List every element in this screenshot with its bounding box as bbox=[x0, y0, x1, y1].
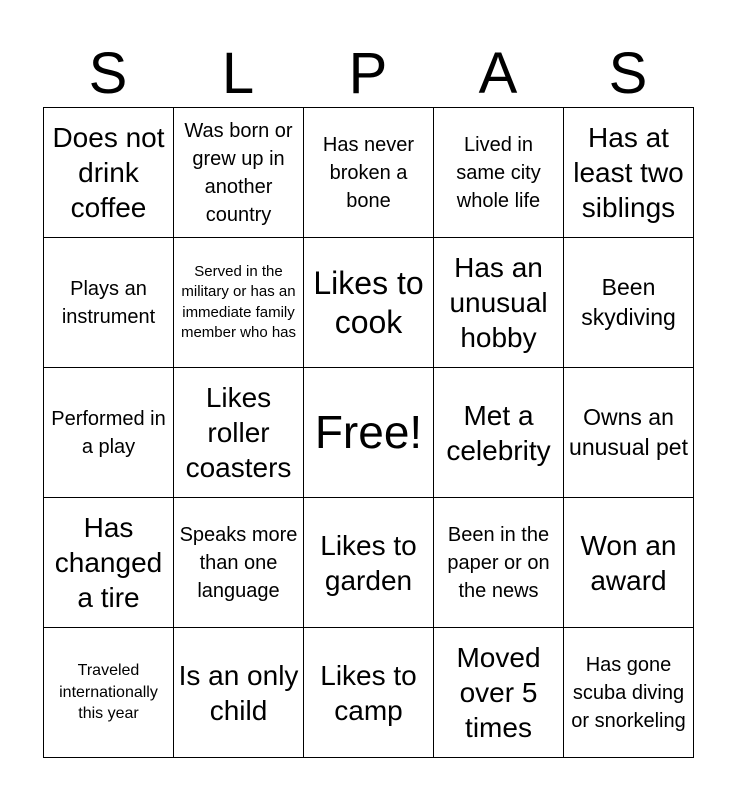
bingo-cell[interactable]: Has an unusual hobby bbox=[434, 238, 564, 368]
board-row bbox=[44, 368, 694, 498]
bingo-cell[interactable]: Does not drink coffee bbox=[44, 108, 174, 238]
bingo-cell[interactable]: Has at least two siblings bbox=[564, 108, 694, 238]
header-letter-5: S bbox=[608, 41, 648, 106]
bingo-header bbox=[43, 40, 693, 108]
board-row bbox=[44, 628, 694, 758]
free-space-cell[interactable]: Free! bbox=[304, 368, 434, 498]
bingo-cell[interactable]: Lived in same city whole life bbox=[434, 108, 564, 238]
bingo-cell[interactable]: Been in the paper or on the news bbox=[434, 498, 564, 628]
bingo-board bbox=[43, 107, 694, 758]
bingo-cell[interactable]: Has changed a tire bbox=[44, 498, 174, 628]
header-letter-3: P bbox=[348, 41, 388, 106]
bingo-cell[interactable]: Moved over 5 times bbox=[434, 628, 564, 758]
bingo-cell[interactable]: Plays an instrument bbox=[44, 238, 174, 368]
bingo-cell[interactable]: Speaks more than one language bbox=[174, 498, 304, 628]
bingo-cell[interactable]: Has never broken a bone bbox=[304, 108, 434, 238]
bingo-cell[interactable]: Won an award bbox=[564, 498, 694, 628]
bingo-cell[interactable]: Owns an unusual pet bbox=[564, 368, 694, 498]
header-letter-2: L bbox=[221, 41, 255, 106]
board-row bbox=[44, 238, 694, 368]
header-letter-1: S bbox=[88, 41, 128, 106]
header-letter-4: A bbox=[478, 41, 518, 106]
bingo-cell[interactable]: Traveled internationally this year bbox=[44, 628, 174, 758]
bingo-cell[interactable]: Likes to garden bbox=[304, 498, 434, 628]
bingo-cell[interactable]: Has gone scuba diving or snorkeling bbox=[564, 628, 694, 758]
bingo-cell[interactable]: Performed in a play bbox=[44, 368, 174, 498]
bingo-cell[interactable]: Served in the military or has an immediate family member who has bbox=[174, 238, 304, 368]
board-row bbox=[44, 108, 694, 238]
bingo-cell[interactable]: Likes to camp bbox=[304, 628, 434, 758]
bingo-cell[interactable]: Likes to cook bbox=[304, 238, 434, 368]
bingo-cell[interactable]: Likes roller coasters bbox=[174, 368, 304, 498]
bingo-cell[interactable]: Been skydiving bbox=[564, 238, 694, 368]
bingo-cell[interactable]: Was born or grew up in another country bbox=[174, 108, 304, 238]
board-row bbox=[44, 498, 694, 628]
bingo-cell[interactable]: Is an only child bbox=[174, 628, 304, 758]
bingo-cell[interactable]: Met a celebrity bbox=[434, 368, 564, 498]
